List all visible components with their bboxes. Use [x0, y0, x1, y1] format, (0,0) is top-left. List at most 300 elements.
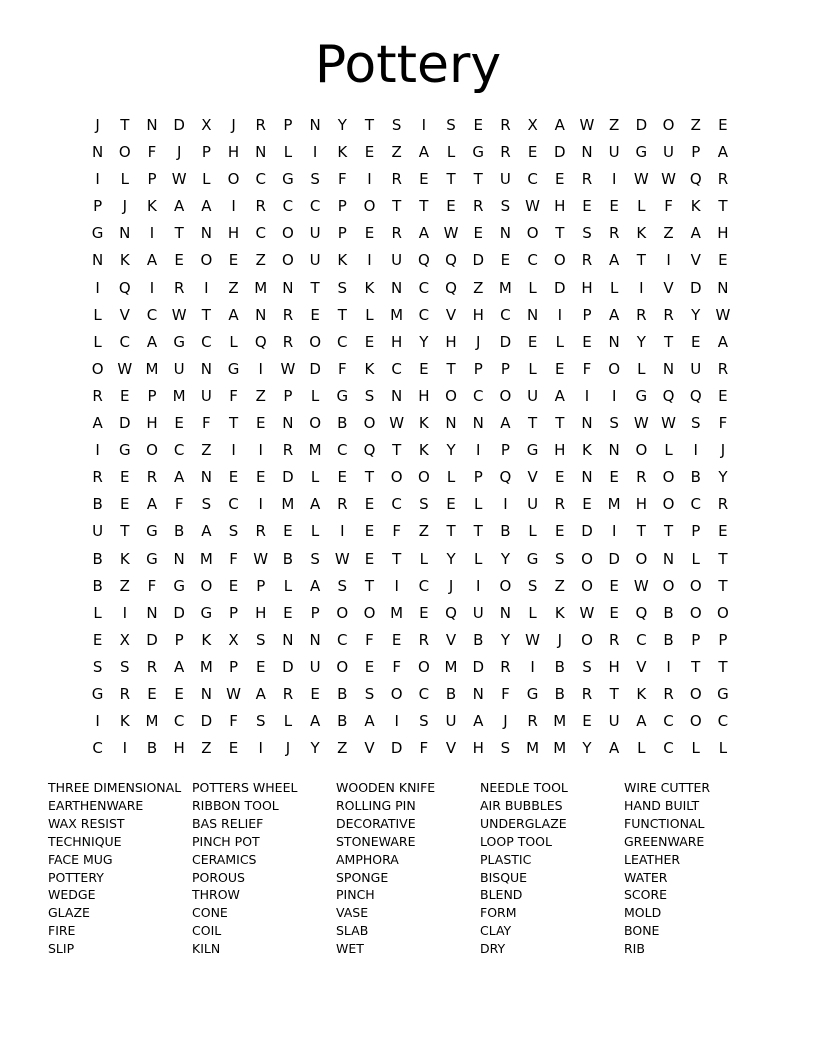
grid-row: [84, 220, 737, 247]
grid-letter: M: [145, 359, 159, 378]
grid-letter: H: [173, 739, 185, 758]
grid-letter: V: [119, 305, 130, 324]
grid-letter: B: [663, 603, 674, 622]
word-item: THROW: [192, 887, 240, 903]
grid-letter: S: [201, 495, 212, 514]
grid-letter: C: [527, 251, 538, 270]
word-item: MOLD: [624, 905, 662, 921]
grid-letter: O: [689, 576, 702, 595]
grid-letter: O: [227, 170, 240, 189]
grid-letter: Y: [446, 441, 456, 460]
grid-letter: E: [228, 251, 239, 270]
grid-letter: T: [663, 332, 674, 351]
grid-letter: I: [394, 712, 399, 731]
grid-letter: W: [715, 305, 731, 324]
grid-letter: G: [227, 359, 240, 378]
grid-letter: N: [200, 224, 212, 243]
grid-letter: N: [200, 684, 212, 703]
grid-letter: A: [146, 251, 158, 270]
grid-letter: L: [528, 522, 537, 541]
word-item: NEEDLE TOOL: [480, 780, 568, 795]
grid-letter: R: [581, 170, 593, 189]
grid-letter: D: [472, 251, 484, 270]
grid-letter: T: [473, 170, 483, 189]
grid-letter: W: [579, 603, 595, 622]
grid-letter: L: [528, 278, 537, 297]
grid-letter: G: [336, 386, 349, 405]
grid-letter: E: [120, 495, 130, 514]
grid-letter: N: [146, 603, 158, 622]
grid-letter: F: [718, 414, 728, 433]
grid-letter: X: [201, 116, 212, 134]
word-column: [624, 779, 764, 958]
grid-row: [84, 193, 737, 220]
grid-letter: J: [122, 197, 127, 216]
grid-letter: G: [635, 143, 648, 162]
grid-letter: P: [201, 143, 211, 162]
grid-letter: T: [120, 116, 130, 134]
word-item: PINCH POT: [192, 833, 260, 849]
grid-letter: L: [310, 386, 320, 405]
grid-letter: N: [662, 359, 675, 378]
word-item: LOOP TOOL: [480, 833, 552, 849]
grid-letter: P: [283, 116, 293, 134]
grid-letter: I: [476, 441, 481, 460]
grid-letter: T: [392, 549, 402, 568]
grid-letter: C: [255, 170, 266, 189]
grid-letter: L: [419, 549, 429, 568]
grid-letter: S: [364, 684, 375, 703]
grid-letter: A: [309, 576, 321, 595]
grid-letter: C: [717, 712, 729, 731]
grid-letter: O: [282, 251, 294, 270]
grid-letter: Q: [445, 278, 457, 297]
grid-letter: W: [117, 359, 133, 378]
grid-letter: I: [258, 739, 263, 758]
grid-letter: W: [579, 116, 595, 134]
grid-letter: O: [689, 603, 702, 622]
word-item: GLAZE: [48, 905, 90, 921]
grid-letter: G: [635, 386, 648, 405]
grid-letter: I: [693, 441, 698, 460]
grid-row: [84, 247, 737, 274]
grid-letter: U: [309, 251, 321, 270]
grid-letter: E: [555, 522, 565, 541]
grid-letter: N: [309, 630, 321, 649]
grid-letter: L: [446, 468, 456, 487]
word-column: [48, 779, 188, 958]
grid-letter: Y: [500, 630, 510, 649]
grid-letter: F: [229, 386, 238, 405]
grid-letter: I: [367, 170, 372, 189]
word-column: [192, 779, 332, 958]
grid-letter: T: [555, 414, 565, 433]
grid-letter: N: [119, 224, 131, 243]
grid-letter: L: [310, 468, 320, 487]
grid-letter: T: [636, 251, 646, 270]
grid-letter: G: [173, 576, 185, 595]
grid-letter: B: [337, 712, 348, 731]
grid-letter: L: [528, 359, 537, 378]
grid-letter: A: [201, 522, 212, 541]
grid-letter: S: [120, 657, 130, 676]
grid-letter: F: [337, 359, 347, 378]
grid-letter: N: [255, 143, 267, 162]
grid-letter: M: [553, 739, 567, 758]
grid-letter: V: [445, 739, 457, 758]
grid-letter: N: [608, 332, 620, 351]
grid-letter: Q: [445, 603, 457, 622]
grid-row: [84, 518, 737, 545]
grid-letter: M: [526, 739, 540, 758]
grid-letter: H: [255, 603, 267, 622]
word-item: COIL: [192, 923, 222, 939]
grid-letter: E: [283, 603, 293, 622]
grid-letter: O: [581, 549, 593, 568]
grid-letter: I: [584, 386, 590, 405]
page-title: Pottery: [314, 35, 502, 95]
grid-letter: J: [231, 116, 236, 134]
grid-letter: E: [174, 414, 184, 433]
word-item: SCORE: [624, 887, 668, 903]
word-item: BONE: [624, 923, 660, 939]
grid-letter: L: [474, 549, 483, 568]
grid-letter: I: [312, 143, 318, 162]
grid-row: [84, 573, 737, 600]
grid-letter: Q: [363, 441, 376, 460]
grid-letter: E: [255, 414, 266, 433]
grid-letter: T: [446, 170, 456, 189]
grid-letter: D: [554, 278, 566, 297]
grid-row: [84, 708, 737, 735]
grid-row: [84, 464, 737, 491]
grid-letter: E: [582, 197, 592, 216]
grid-letter: E: [500, 251, 511, 270]
grid-letter: R: [636, 305, 647, 324]
grid-letter: I: [611, 522, 617, 541]
grid-letter: M: [308, 441, 322, 460]
grid-letter: B: [92, 495, 103, 514]
grid-letter: U: [472, 603, 484, 622]
grid-letter: N: [173, 549, 185, 568]
grid-letter: F: [174, 495, 184, 514]
grid-letter: S: [582, 657, 592, 676]
word-item: BLEND: [480, 887, 523, 903]
grid-letter: A: [609, 251, 620, 270]
grid-letter: I: [503, 495, 508, 514]
grid-letter: R: [255, 116, 266, 134]
grid-letter: Q: [689, 170, 702, 189]
grid-letter: N: [309, 116, 321, 134]
grid-letter: J: [557, 630, 562, 649]
grid-letter: T: [201, 305, 211, 324]
grid-letter: N: [282, 630, 294, 649]
grid-letter: U: [527, 495, 539, 514]
grid-letter: A: [418, 143, 429, 162]
word-item: BISQUE: [480, 869, 528, 885]
grid-letter: C: [146, 305, 158, 324]
grid-letter: N: [391, 278, 403, 297]
grid-letter: U: [499, 170, 511, 189]
grid-letter: G: [526, 549, 539, 568]
grid-letter: P: [691, 630, 701, 649]
grid-letter: C: [92, 739, 103, 758]
grid-letter: N: [91, 251, 104, 270]
grid-letter: A: [309, 712, 321, 731]
grid-letter: S: [92, 657, 103, 676]
grid-letter: V: [663, 278, 674, 297]
grid-letter: R: [282, 305, 294, 324]
grid-letter: V: [636, 657, 647, 676]
grid-letter: F: [147, 576, 157, 595]
grid-letter: D: [200, 712, 213, 731]
grid-letter: E: [718, 386, 728, 405]
grid-letter: T: [228, 414, 239, 433]
grid-letter: E: [609, 576, 619, 595]
grid-letter: C: [663, 712, 674, 731]
grid-row: [84, 546, 737, 573]
grid-letter: W: [661, 170, 676, 189]
grid-letter: N: [200, 468, 212, 487]
grid-letter: O: [689, 712, 702, 731]
grid-letter: T: [718, 549, 728, 568]
grid-letter: M: [145, 712, 159, 731]
grid-letter: B: [92, 576, 103, 595]
word-item: HAND BUILT: [624, 797, 700, 813]
grid-letter: W: [525, 630, 541, 649]
grid-letter: F: [365, 630, 374, 649]
grid-letter: D: [608, 549, 620, 568]
grid-letter: V: [445, 630, 457, 649]
grid-letter: R: [500, 116, 511, 134]
grid-letter: E: [364, 657, 375, 676]
grid-letter: G: [472, 143, 485, 162]
grid-letter: D: [472, 657, 484, 676]
grid-letter: R: [663, 684, 674, 703]
grid-letter: F: [147, 143, 157, 162]
grid-letter: I: [639, 278, 644, 297]
grid-letter: I: [258, 495, 263, 514]
grid-letter: P: [147, 386, 157, 405]
grid-letter: L: [637, 739, 646, 758]
grid-letter: V: [364, 739, 375, 758]
grid-letter: H: [635, 495, 647, 514]
grid-letter: H: [608, 657, 620, 676]
grid-letter: R: [608, 224, 620, 243]
grid-letter: S: [310, 549, 320, 568]
grid-row: [84, 654, 737, 681]
grid-letter: O: [309, 332, 321, 351]
grid-letter: P: [256, 576, 266, 595]
grid-letter: Z: [554, 576, 565, 595]
grid-letter: Y: [582, 739, 592, 758]
grid-letter: M: [553, 712, 567, 731]
grid-letter: G: [118, 441, 131, 460]
grid-letter: Y: [337, 116, 347, 134]
grid-letter: I: [666, 251, 671, 270]
grid-letter: M: [254, 278, 268, 297]
grid-letter: W: [389, 414, 405, 433]
word-item: RIB: [624, 941, 645, 957]
grid-letter: L: [310, 522, 320, 541]
grid-letter: T: [310, 278, 320, 297]
grid-letter: K: [119, 251, 130, 270]
grid-letter: R: [173, 278, 185, 297]
grid-row: [84, 383, 737, 410]
grid-letter: J: [95, 116, 100, 134]
grid-letter: C: [255, 224, 266, 243]
grid-letter: Z: [201, 441, 212, 460]
grid-letter: Z: [255, 386, 266, 405]
grid-letter: R: [500, 143, 511, 162]
grid-letter: B: [500, 522, 511, 541]
grid-letter: A: [717, 143, 729, 162]
grid-letter: U: [200, 386, 212, 405]
grid-letter: P: [283, 386, 293, 405]
grid-letter: S: [337, 576, 348, 595]
grid-letter: C: [472, 386, 484, 405]
grid-letter: I: [666, 657, 671, 676]
grid-letter: L: [691, 739, 700, 758]
grid-letter: P: [310, 603, 320, 622]
word-item: FORM: [480, 905, 517, 921]
grid-letter: P: [174, 630, 184, 649]
grid-letter: N: [499, 603, 512, 622]
grid-letter: S: [255, 712, 266, 731]
grid-letter: K: [636, 224, 647, 243]
grid-letter: M: [607, 495, 621, 514]
grid-letter: A: [554, 116, 565, 134]
grid-letter: E: [255, 468, 266, 487]
grid-letter: W: [525, 197, 541, 216]
grid-letter: Q: [635, 603, 648, 622]
grid-letter: B: [282, 549, 294, 568]
grid-letter: W: [633, 576, 649, 595]
grid-letter: E: [419, 359, 429, 378]
grid-letter: N: [581, 468, 593, 487]
grid-letter: N: [146, 116, 158, 134]
word-item: CLAY: [480, 923, 512, 939]
grid-letter: N: [608, 441, 620, 460]
grid-letter: M: [281, 495, 295, 514]
grid-letter: I: [611, 386, 617, 405]
grid-letter: B: [337, 684, 348, 703]
grid-letter: W: [661, 414, 676, 433]
grid-letter: D: [581, 522, 593, 541]
grid-letter: X: [527, 116, 538, 134]
word-item: VASE: [336, 905, 369, 921]
grid-letter: A: [609, 305, 620, 324]
grid-letter: R: [391, 170, 402, 189]
grid-letter: O: [146, 441, 158, 460]
grid-letter: Q: [254, 332, 267, 351]
grid-letter: K: [119, 712, 130, 731]
grid-letter: R: [255, 522, 266, 541]
grid-letter: I: [421, 116, 427, 134]
grid-letter: Q: [445, 251, 457, 270]
grid-letter: C: [690, 495, 701, 514]
grid-letter: W: [171, 305, 187, 324]
grid-letter: E: [147, 684, 157, 703]
grid-letter: N: [499, 224, 512, 243]
grid-letter: T: [446, 522, 456, 541]
grid-letter: E: [283, 522, 293, 541]
grid-letter: L: [718, 739, 728, 758]
grid-letter: R: [146, 468, 158, 487]
grid-letter: R: [92, 468, 103, 487]
grid-letter: D: [119, 414, 131, 433]
grid-letter: L: [637, 197, 646, 216]
grid-letter: O: [635, 441, 648, 460]
grid-letter: S: [364, 386, 375, 405]
grid-letter: E: [228, 468, 239, 487]
grid-letter: D: [173, 116, 185, 134]
grid-letter: P: [691, 143, 701, 162]
grid-letter: O: [499, 386, 512, 405]
grid-letter: W: [633, 170, 649, 189]
grid-letter: Y: [500, 549, 510, 568]
grid-letter: E: [364, 143, 375, 162]
grid-letter: O: [390, 684, 403, 703]
grid-letter: L: [93, 603, 102, 622]
grid-letter: E: [555, 359, 565, 378]
grid-letter: T: [174, 224, 184, 243]
word-item: STONEWARE: [336, 833, 416, 849]
grid-letter: R: [581, 251, 593, 270]
grid-letter: G: [526, 441, 539, 460]
grid-letter: S: [500, 739, 511, 758]
grid-letter: A: [609, 739, 620, 758]
grid-letter: N: [255, 305, 267, 324]
grid-letter: T: [636, 522, 646, 541]
grid-letter: L: [691, 549, 700, 568]
grid-letter: N: [445, 414, 457, 433]
grid-letter: M: [444, 657, 458, 676]
grid-letter: E: [582, 495, 592, 514]
word-item: EARTHENWARE: [48, 797, 144, 813]
grid-letter: O: [662, 468, 675, 487]
grid-letter: T: [718, 576, 728, 595]
word-item: DRY: [480, 941, 506, 957]
grid-letter: T: [555, 224, 565, 243]
grid-letter: A: [554, 386, 565, 405]
word-item: AMPHORA: [336, 851, 399, 867]
grid-letter: D: [173, 603, 185, 622]
grid-letter: W: [253, 549, 269, 568]
word-item: CONE: [192, 905, 228, 921]
word-item: AIR BUBBLES: [480, 797, 563, 813]
grid-letter: T: [528, 414, 538, 433]
word-item: UNDERGLAZE: [480, 815, 567, 831]
word-item: CERAMICS: [192, 851, 257, 867]
grid-letter: F: [419, 739, 429, 758]
grid-letter: U: [309, 657, 321, 676]
grid-letter: E: [419, 170, 429, 189]
grid-row: [84, 166, 737, 193]
grid-letter: G: [91, 224, 104, 243]
grid-letter: U: [92, 522, 104, 541]
grid-row: [84, 491, 737, 518]
grid-letter: E: [174, 684, 184, 703]
grid-letter: I: [557, 305, 562, 324]
grid-letter: O: [662, 576, 675, 595]
grid-letter: N: [472, 684, 484, 703]
grid-letter: E: [92, 630, 103, 649]
grid-letter: R: [473, 197, 484, 216]
grid-letter: U: [663, 143, 675, 162]
letter-grid: [84, 112, 737, 762]
grid-letter: R: [337, 495, 348, 514]
